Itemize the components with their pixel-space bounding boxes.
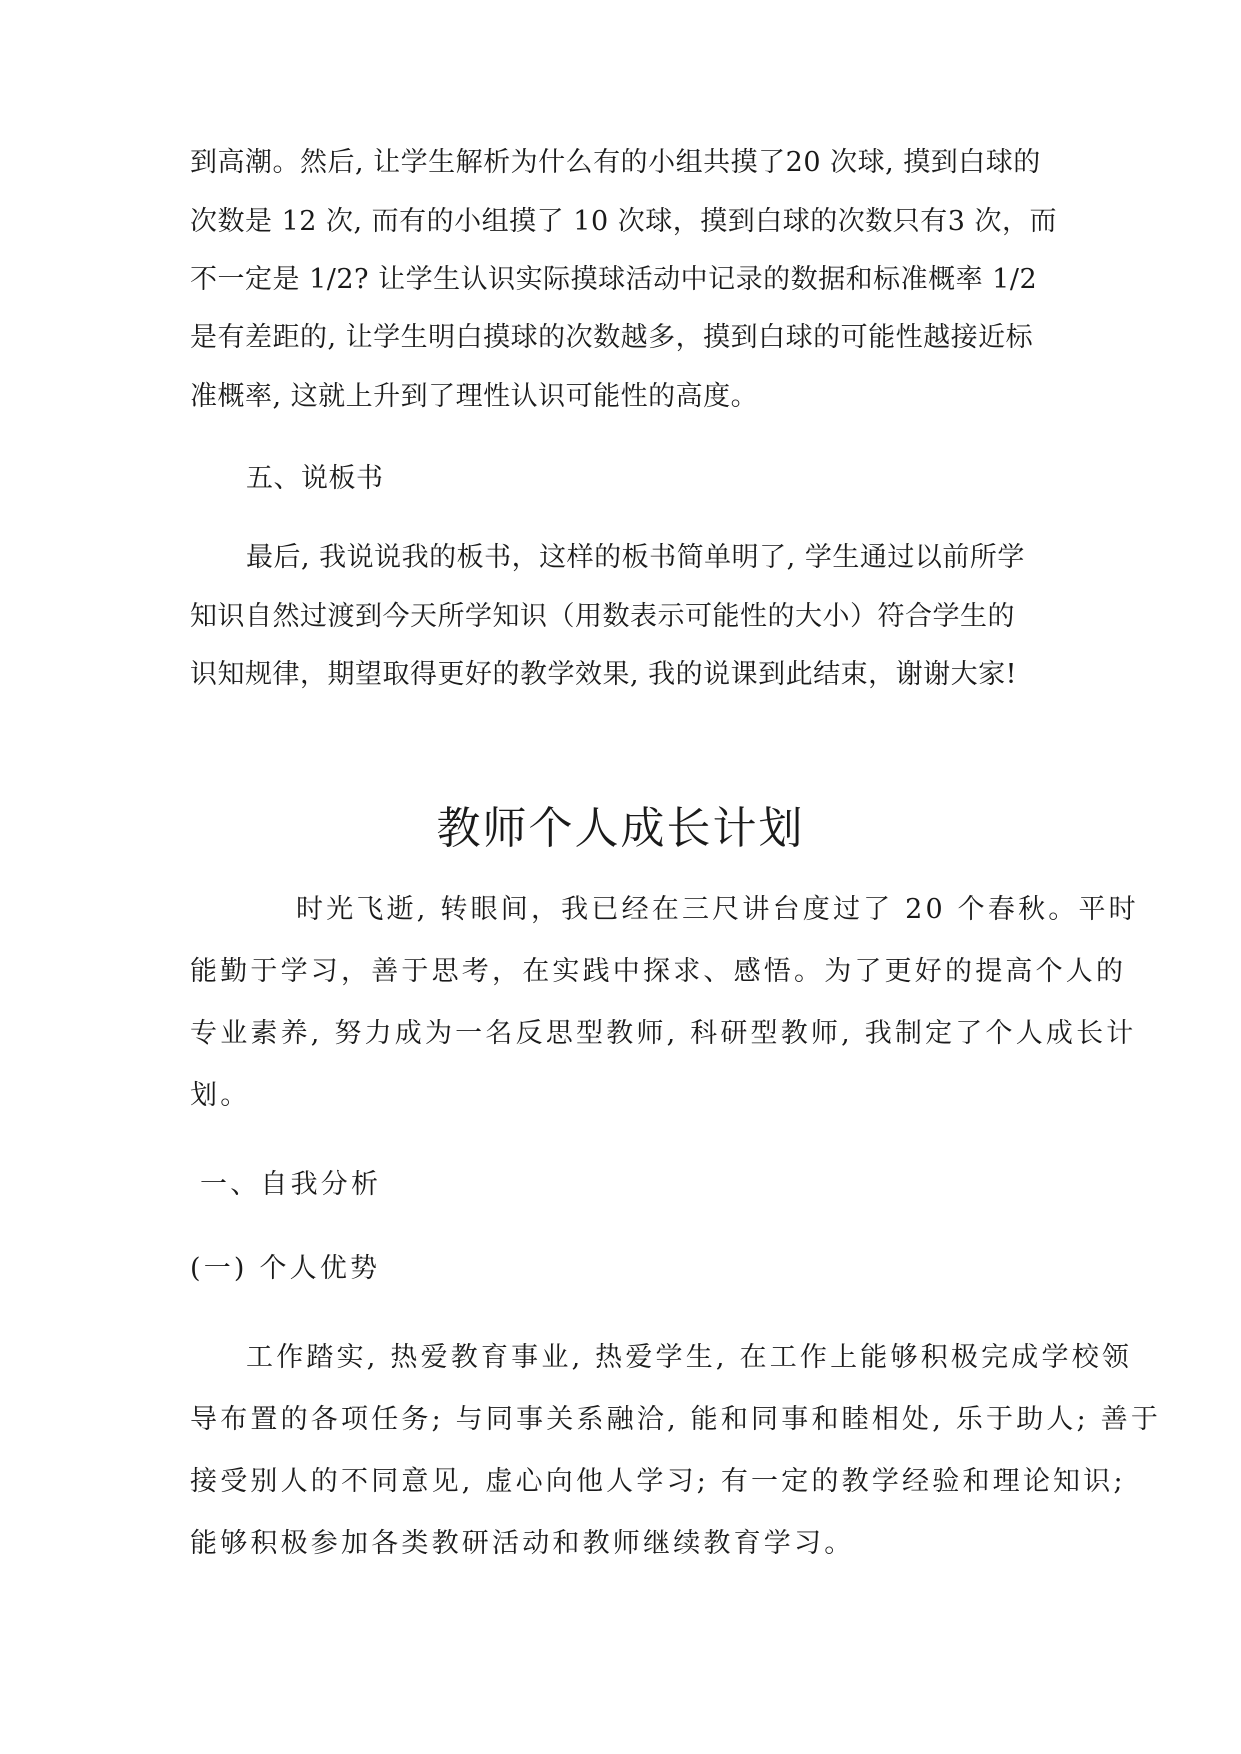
paragraph-line: 不一定是 1/2? 让学生认识实际摸球活动中记录的数据和标准概率 1/2 [190,264,1038,295]
subsection-heading: (一) 个人优势 [190,1253,381,1284]
paragraph-line: 次数是 12 次, 而有的小组摸了 10 次球，摸到白球的次数只有3 次，而 [190,206,1057,237]
paragraph-line: 划。 [190,1080,251,1111]
paragraph-line: 知识自然过渡到今天所学知识（用数表示可能性的大小）符合学生的 [190,601,1015,632]
paragraph-line: 接受别人的不同意见, 虚心向他人学习; 有一定的教学经验和理论知识; [190,1466,1126,1497]
page-title: 教师个人成长计划 [436,803,805,854]
paragraph-line: 准概率, 这就上升到了理性认识可能性的高度。 [190,381,759,412]
section-heading: 五、说板书 [246,463,384,494]
paragraph-line: 能够积极参加各类教研活动和教师继续教育学习。 [190,1528,855,1559]
paragraph-line: 最后, 我说说我的板书，这样的板书简单明了, 学生通过以前所学 [246,542,1025,573]
paragraph-line: 专业素养, 努力成为一名反思型教师, 科研型教师, 我制定了个人成长计 [190,1018,1137,1049]
paragraph-line: 是有差距的, 让学生明白摸球的次数越多，摸到白球的可能性越接近标 [190,322,1034,353]
paragraph-line: 工作踏实, 热爱教育事业, 热爱学生, 在工作上能够积极完成学校领 [246,1342,1133,1373]
paragraph-line: 导布置的各项任务; 与同事关系融洽, 能和同事和睦相处, 乐于助人; 善于 [190,1404,1162,1435]
section-heading: 一、自我分析 [200,1169,382,1200]
paragraph-line: 到高潮。然后, 让学生解析为什么有的小组共摸了20 次球, 摸到白球的 [190,147,1041,178]
paragraph-line: 时光飞逝, 转眼间，我已经在三尺讲台度过了 20 个春秋。平时 [296,894,1139,925]
paragraph-line: 能勤于学习，善于思考，在实践中探求、感悟。为了更好的提高个人的 [190,956,1127,987]
paragraph-line: 识知规律，期望取得更好的教学效果, 我的说课到此结束，谢谢大家! [190,659,1018,690]
